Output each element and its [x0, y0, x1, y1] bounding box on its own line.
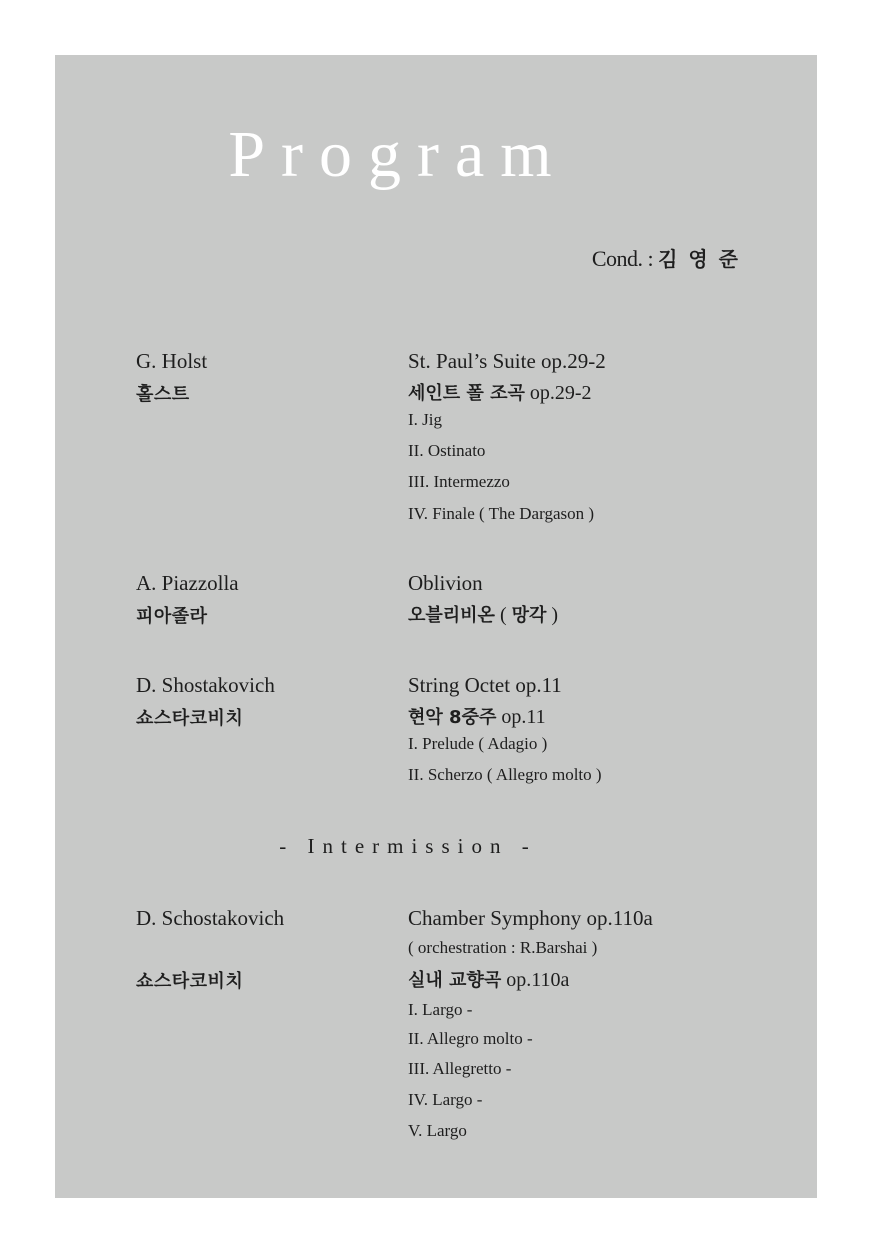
- conductor-name: 김 영 준: [658, 247, 740, 271]
- work-title-korean-text: 실내 교향곡: [408, 970, 502, 991]
- work-title-korean: [408, 966, 569, 992]
- work-opus: op.29-2: [524, 382, 592, 404]
- work-subtitle-korean: 망각: [511, 605, 547, 626]
- work-title: String Octet op.11: [408, 673, 562, 697]
- conductor-label: Cond. :: [591, 246, 659, 271]
- composer-name-korean: 쇼스타코비치: [136, 971, 244, 992]
- work-title: Oblivion: [408, 571, 483, 595]
- page-title: [0, 118, 872, 191]
- movement: IV. Finale ( The Dargason ): [408, 504, 595, 523]
- movement: V. Largo: [408, 1121, 467, 1140]
- work-title-korean-text: 세인트 폴 조곡: [408, 383, 525, 404]
- movement: I. Largo -: [408, 1000, 473, 1019]
- work-title-korean: [408, 703, 546, 729]
- composer-name: D. Shostakovich: [136, 673, 275, 697]
- work-title: St. Paul’s Suite op.29-2: [408, 349, 606, 373]
- intermission-text: - Intermission -: [279, 834, 537, 858]
- work-title-korean: [408, 601, 558, 627]
- work-paren-open: (: [494, 604, 512, 626]
- work-opus: op.11: [496, 706, 546, 728]
- composer-name: A. Piazzolla: [136, 571, 239, 595]
- work-title: Chamber Symphony op.110a: [408, 906, 653, 930]
- composer-name: G. Holst: [136, 349, 208, 373]
- movement: II. Scherzo ( Allegro molto ): [408, 765, 602, 784]
- work-title-korean-text: 현악 8중주: [408, 707, 497, 728]
- composer-name-korean: 홀스트: [136, 384, 190, 405]
- movement: III. Intermezzo: [408, 472, 510, 491]
- work-title-korean: [408, 379, 592, 405]
- movement: I. Jig: [408, 410, 442, 429]
- work-opus: op.110a: [501, 969, 570, 991]
- work-title-korean-text: 오블리비온: [408, 605, 495, 626]
- movement: IV. Largo -: [408, 1090, 483, 1109]
- conductor-line: [592, 243, 740, 272]
- work-paren-close: ): [546, 604, 559, 626]
- composer-name: D. Schostakovich: [136, 906, 285, 930]
- movement: II. Ostinato: [408, 441, 486, 460]
- page-title-text: Program: [228, 118, 568, 191]
- composer-name-korean: 피아졸라: [136, 606, 208, 627]
- intermission: [0, 834, 872, 859]
- movement: I. Prelude ( Adagio ): [408, 734, 548, 753]
- movement: II. Allegro molto -: [408, 1029, 533, 1048]
- work-note: ( orchestration : R.Barshai ): [408, 938, 598, 957]
- movement: III. Allegretto -: [408, 1059, 512, 1078]
- composer-name-korean: 쇼스타코비치: [136, 708, 244, 729]
